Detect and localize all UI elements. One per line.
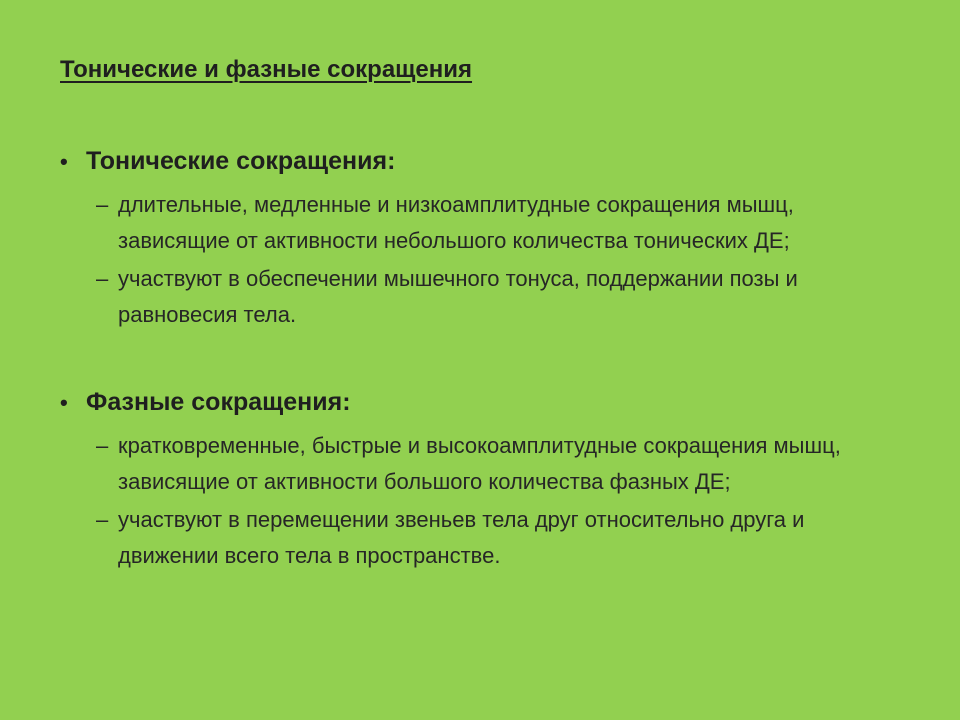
slide-title: Тонические и фазные сокращения: [60, 56, 473, 83]
dash-icon: –: [96, 433, 109, 458]
dash-icon: –: [96, 192, 109, 217]
list-item: [96, 261, 900, 333]
list-item: [96, 502, 900, 574]
section-tonic: [60, 144, 900, 333]
bullet-dot-icon: •: [60, 390, 68, 415]
section-heading: [60, 385, 900, 420]
section-heading: [60, 144, 900, 179]
list-item-text: участвуют в обеспечении мышечного тонуса, поддержании позы и равновесия тела.: [118, 266, 798, 327]
section-phasic: [60, 385, 900, 574]
subitem-list: [60, 187, 900, 333]
subitem-list: [60, 428, 900, 574]
dash-icon: –: [96, 507, 109, 532]
bullet-dot-icon: •: [60, 149, 68, 174]
section-heading-text: Фазные сокращения:: [86, 388, 351, 416]
list-item: [96, 187, 900, 259]
list-item: [96, 428, 900, 500]
list-item-text: участвуют в перемещении звеньев тела друг относительно друга и движении всего тела в пространстве.: [118, 507, 805, 568]
dash-icon: –: [96, 266, 109, 291]
list-item-text: кратковременные, быстрые и высокоамплитудные сокращения мышц, зависящие от активности большого количества фазных ДЕ;: [118, 433, 841, 494]
list-item-text: длительные, медленные и низкоамплитудные сокращения мышц, зависящие от активности небольшого количества тонических ДЕ;: [118, 192, 794, 253]
section-heading-text: Тонические сокращения:: [86, 147, 396, 175]
